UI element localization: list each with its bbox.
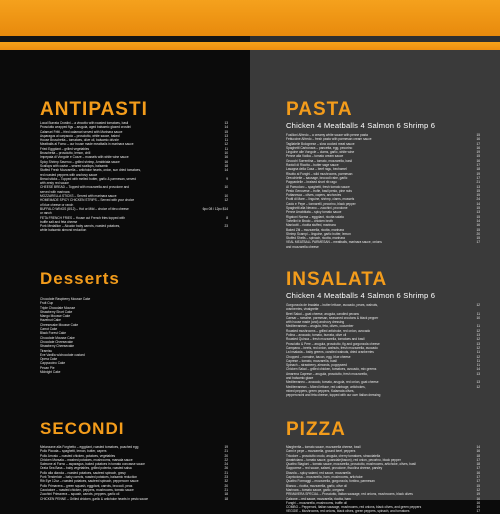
menu-item-price: 19 [476,505,480,510]
menu-item-price: 16 [476,449,480,454]
menu-item-text: Puttanesca – olives, capers, anchovies [286,193,342,198]
menu-item-price: 21 [224,470,228,475]
menu-item-text: Triple Chocolate Mousse [40,305,76,310]
menu-item-text: and balsamic glaze [286,376,314,381]
menu-item-text: Bianca – ricotta, mozzarella, garlic, olive oil [286,483,347,488]
menu-item-text: Cacciatore – roasted chicken, peppers, mushrooms, tomato sauce [40,487,134,492]
menu-item-text: Chicken Salad – grilled chicken, tomatoes, avocado, mix greens [286,367,377,372]
section-title-insalata: INSALATA [286,269,388,290]
menu-item-text: Quattro Formaggi – mozzarella, gorgonzola, fontina, parmesan [286,479,375,484]
menu-item-text: truffle salt and feta cheese [40,219,78,224]
menu-item-text: of blue cheese or ranch [40,202,74,207]
menu-item-price: 21 [476,180,480,185]
menu-item-text: CHEESE BREAD – Topped with mozzarella and provolone and [40,185,130,190]
menu-item-text: Carrot Cake [40,327,58,332]
menu-item-price: 17 [476,175,480,180]
menu-item [40,497,228,501]
menu-item-text: Scallops with caviar – seared scallops, balsamic [40,163,109,168]
top-accent-band [0,0,250,36]
menu-item-price: 10 [224,151,228,156]
menu-item-text: and mozzarella cheese [286,244,319,249]
menu-item-price: 12 [224,142,228,147]
menu-item-price: 16 [224,155,228,160]
menu-item-price: 20 [224,483,228,488]
menu-item-price: 15 [476,188,480,193]
menu-item-price: 17 [476,479,480,484]
menu-item-text: Pollo Primavera – green squash, eggplant, carrots, broccoli, peas [40,483,133,488]
menu-item-text: Pollo alla diavola – roasted potatoes, sauteed spinach, gravy [40,470,126,475]
menu-item-text: Melanzane alla Forghetto – eggplant, roasted tomatoes, poached egg [40,445,139,449]
right-column [250,0,500,514]
menu-item-text: red roasted peppers with anchovy sauce [40,172,98,177]
menu-item-price: 16 [476,223,480,228]
menu-item-text: Impepata di Vongole e Cozze – mussels with white wine sauce [40,155,129,160]
menu-item-text: or ranch [40,211,52,216]
left-column [0,0,250,500]
menu-item-price: 16 [476,137,480,142]
menu-item-text: Calzone – red sauce, mozzarella, ricotta, ham [286,496,351,501]
menu-item [286,393,480,397]
menu-item-price: 21 [224,487,228,492]
menu-item-price: 17 [476,141,480,146]
menu-item-text: Bruschetta – prosciutto, lemon, chili [40,151,91,156]
menu-item-price: 12 [476,384,480,389]
menu-item-text: Mediterranean – Mixed lettuce, red cabbage, artichokes, [286,384,366,389]
menu-item-text: white balsamic almond reduction [40,228,87,233]
menu-item-text: Margherita – tomato sauce, mozzarella cheese, basil [286,445,361,449]
menu-item-price: 19 [476,492,480,497]
top-accent-band [250,0,500,36]
menu-item-text: Rigatoni Norma – eggplant, ricotta salata [286,214,344,219]
menu-item-text: Risotto ai Funghi – wild mushrooms, parmesan [286,171,353,176]
menu-item-text: Penne alla Vodka – tomato cream sauce [286,154,344,159]
menu-item-price: 14 [476,218,480,223]
menu-item-text: Cheesecake Mousse Cake [40,322,79,327]
menu-item-text: Penne Arrabbiata – spicy tomato sauce [286,210,342,215]
menu-item-text: Rib Eye 12oz – roasted potatoes, sauteed spinach, peppercorn sauce [40,479,139,484]
menu-item [40,228,228,232]
menu-item-price: 15 [476,483,480,488]
menu-item-price: 17 [476,509,480,514]
menu-item-text: Shrimp Scampi – linguine, garlic butter, lemon [286,231,351,236]
section-title-secondi: SECONDI [40,419,125,438]
menu-item-price: 14 [224,125,228,130]
menu-item-text: Pork Tenderloin – baby carrots, roasted potatoes, balsamic reduction [40,475,138,480]
menu-item-text: Chocolate Cheesecake [40,339,73,344]
menu-item-text: Pesto Genovese – trofie, basil pesto, pine nuts [286,188,352,193]
menu-item-price: 16 [224,159,228,164]
menu-item-price: 18 [224,492,228,497]
menu-item-price: 16 [476,158,480,163]
section-antipasti [40,100,228,233]
menu-item-text: Fettuccine Alfredo – fresh pasta with parmesan cream sauce [286,137,372,142]
antipasti-items [40,121,228,233]
menu-item-text: Funghi – mozzarella, mushrooms, truffle oil [286,500,347,505]
menu-item-text: Ravioli di Ricotta – butter sage sauce [286,163,339,168]
menu-item-text: Gorgonzola de Insalata – butter lettuce, avocado, pears, walnuts, [286,303,378,307]
menu-item-text: Strawberry Cheesecake [40,344,75,349]
secondi-items [40,445,228,501]
menu-item-text: Carni e pepe – mozzarella, ground beef, peppers [286,449,356,454]
section-secondi [40,420,228,501]
menu-item-text: Capricciosa – mozzarella, ham, mushrooms, artichoke [286,475,363,480]
menu-item-text: BUFFALO WINGS (8/12) – Hot or Mild – choice of bleu cheese [40,206,129,211]
menu-item-price: 14 [224,168,228,173]
menu-item-text: COMBO – Pepperoni, Italian sausage, mushrooms, red onions, black olives, and green peppers [286,505,422,510]
menu-item-text: Sapporese – red sauce, salami, provolone, fiscolina cheese, parsley [286,466,383,471]
menu-item [286,245,480,249]
menu-item-text: Tagliatelle Bolognese – slow cooked meat sauce [286,141,355,146]
menu-item-text: Mediterraneo – avocado, tomato, arugula, red onion, goat cheese [286,380,379,385]
menu-item-text: Gnocchi Sorrentina – tomato, mozzarella, basil [286,158,353,163]
menu-item-price: 16 [476,470,480,475]
menu-item-price: 13 [476,380,480,385]
section-title-pasta: PASTA [286,99,353,120]
menu-item-text: Prosciutto wrapped figs – arugula, aged balsamic glazed crostini [40,125,131,130]
menu-item-text: Spaghetti Carbonara – pancetta, egg, pecorino [286,145,353,150]
menu-item-text: mixed peppers, green peppers, Kalamata olives, [286,388,355,393]
menu-item-price: 19 [476,171,480,176]
menu-item-price: 17 [476,457,480,462]
menu-item-text: Orata Sea Bass – baby vegetables, grilled polenta, roasted salsa [40,466,132,471]
section-desserts [40,270,228,374]
menu-item-text: Local Burrata Crostini – a vincotto with roasted tomatoes, basil [40,121,129,125]
menu-item-text: CHICKEN PENNE – Grilled chicken, garlic & artichoke hearts in pesto sauce [40,496,149,501]
menu-item-price: 13 [476,333,480,338]
menu-item-text: Fruit Cup [40,301,54,306]
menu-item-text: MOZZARELLA STICKS – Served with marinara sauce [40,194,117,199]
menu-item-text: PRIMAVERA SPECIAL – Prosciutto, Italian sausage, red onions, mushrooms, black olives [286,492,413,497]
menu-item-text: Hazelnut Cake [40,318,61,323]
menu-item-price: 11 [476,324,480,329]
menu-item-text: Black Forest Cake [40,331,67,336]
menu-item-text: with zesty red sauce [40,181,69,186]
menu-item-text: Amatriciana – tomato sauce, guanciale(bacon), red onion, pecorino, black pepper [286,457,401,462]
menu-item-text: Fried Eggplant – grilled vegetables [40,146,90,151]
menu-item-price: 12 [476,345,480,350]
menu-item-text: VEAL MEATBALL PARMESAN – meatballs, marinara sauce, onions [286,240,382,245]
menu-item-price: 16 [476,145,480,150]
section-pasta [286,100,480,249]
section-title-desserts: Desserts [40,269,120,288]
menu-item-text: Salmone al Forno – asparagus, baked potatoes in tomato concasse sauce [40,462,145,467]
thin-accent-band [0,42,250,50]
menu-item-price: 15 [476,206,480,211]
menu-item-text: Eve Vanilla w/chocolate custard [40,352,85,357]
menu-item-price: 12 [476,337,480,342]
menu-item-text: Frutti di Mare – linguine, shrimp, clams, mussels [286,197,355,202]
menu-item-text: Tiramisu [40,348,53,353]
menu-item-price: 10 [224,194,228,199]
menu-item-price: 14 [476,201,480,206]
menu-item-price: 6pc 08 / 12pc $14 [202,206,228,211]
menu-item-text: Strawberry Short Cake [40,309,73,314]
menu-item-price: 17 [476,240,480,245]
menu-item-price: 24 [224,462,228,467]
menu-item-text: Pecan Pie [40,365,55,370]
menu-item-price: 13 [476,341,480,346]
menu-item-price: 15 [224,129,228,134]
menu-item-price: 14 [476,367,480,372]
menu-item-text: Spinach – strawberry, almonds, poppyseed [286,363,347,368]
menu-item-text: Meatballs al Forno – our house made meatballs in marinara sauce [40,142,134,147]
menu-item-price: 12 [224,198,228,203]
menu-item-price: 15 [476,193,480,198]
insalata-items [286,303,480,398]
menu-item-price: 12 [476,487,480,492]
menu-item-text: with house made (and) anchovy dressing [286,320,345,325]
menu-item-text: Mediterranean – arugula, feta, olives, cucumber [286,324,354,329]
menu-item-text: Prosciutto & Pere – arugula, prosciutto, fig and gorgonzola cheese [286,341,380,346]
menu-item-text: Caesar – romaine, parmesan, seasoned croutons & black pepper [286,315,379,320]
menu-item-text: Calamari Fritti – fried calamari served with Marinara sauce [40,129,123,134]
menu-item-text: Baked Ziti – mozzarella, ricotta, marinara [286,227,344,232]
menu-item-price: 11 [224,146,228,151]
menu-item-text: Stuffed Fresh Mozzarella – artichoke hearts, onion, sun dried tomatoes, [40,168,141,173]
menu-item-text: FETA FRENCH FRIES – House cut French fries topped with [40,215,125,220]
menu-item-text: Linguine alle Vongole – clams, garlic, white wine [286,150,355,155]
menu-item-text: Asparagus al carpaccio – prosciutto, white sauce, baked [40,133,120,138]
menu-item-price: 14 [476,445,480,449]
menu-item-price: 16 [476,500,480,505]
menu-item-text: Quattro Stagioni – tomato sauce, mozzarella, prosciutto, mushrooms, artichoke, olives, basil [286,462,416,467]
menu-item-price: 18 [476,453,480,458]
menu-item-price: 8 [226,215,228,220]
menu-item-text: La Insalada – baby greens, candied walnuts, dried cranberries [286,350,374,355]
menu-item-price: 11 [476,363,480,368]
menu-item-price: 13 [476,371,480,376]
menu-item-text: Pappardelle – braised short rib ragu [286,180,337,185]
menu-item-price: 17 [476,163,480,168]
menu-item [286,509,480,513]
menu-item-text: Tortellini in Brodo – chicken broth [286,218,333,223]
menu-item-price: 19 [224,445,228,449]
menu-item-price: 32 [224,479,228,484]
desserts-items [40,297,228,374]
menu-item-price: 11 [476,358,480,363]
menu-item-text: Campana – beets, red onion, walnuts, fresh mozzarella, avocado [286,345,378,350]
menu-item-text: Chopped – romaine, bacon, egg, blue cheese [286,354,351,359]
menu-item-price: 10 [224,185,228,190]
menu-item-text: Mango Mousse Cake [40,314,71,319]
menu-item-price: 15 [476,133,480,137]
menu-item-text: Bread sticks – Topped with melted butter, garlic & parmesan, served [40,176,136,181]
menu-item-text: HOMEMADE SPICY CHICKEN STRIPS – Served with your choice [40,198,135,203]
pasta-items [286,133,480,249]
menu-item-text: Pollo Piccata – spaghetti, lemon, butter, capers [40,449,107,454]
menu-item-price: 13 [476,184,480,189]
menu-item-text: Amarena Caprese – arugula, prosciutto, fresh mozzarella, [286,371,368,376]
menu-item-text: pepperoncini and feta cheese, topped with our own Italian dressing [286,393,381,398]
menu-item-price: 18 [476,462,480,467]
menu-item-price: 22 [224,457,228,462]
menu-item-price: 23 [224,224,228,229]
menu-item-price: 9 [226,176,228,181]
menu-item-price: 15 [476,214,480,219]
menu-item-text: Polina – avocado, tomato, burrata, olive oil [286,333,347,338]
thin-accent-band [250,42,500,50]
menu-item-price: 17 [476,475,480,480]
menu-item-price: 23 [224,475,228,480]
menu-item-text: Pollo Arrosto – roasted chicken, potatoes, vegetables [40,453,116,458]
menu-item-text: Al Pomodoro – spaghetti, fresh tomato sauce [286,184,350,189]
menu-item-text: Marinara – tomato sauce, garlic, oregano [286,487,345,492]
menu-item-price: 18 [224,496,228,501]
menu-item-text: House Bruschetta – tomatoes, olive oil, balsamic drizzle [40,138,119,143]
menu-item-price: 26 [224,466,228,471]
menu-item-price: 18 [476,167,480,172]
menu-item-price: 10 [476,315,480,320]
pizza-items [286,445,480,514]
menu-item-price: 11 [476,311,480,316]
menu-item-text: Tricolore – prosciutto crudo, arugula, cherry tomatoes, stracciatella [286,453,381,458]
menu-item-text: Roasted mushrooms – grilled artichoke, red onion, avocado [286,328,371,333]
menu-item-price: 12 [476,328,480,333]
menu-item-price: 13 [224,121,228,125]
insalata-addons: Chicken 4 Meatballs 4 Salmon 6 Shrimp 6 [286,291,436,300]
menu-item-price: 19 [476,150,480,155]
menu-item-price: 12 [476,354,480,359]
menu-item-text: Beet Salad – goat cheese, arugula, candied pecans [286,311,360,316]
section-title-antipasti: ANTIPASTI [40,99,148,120]
menu-item-text: Spaghetti alla Nerano – zucchini, provolone [286,206,348,211]
menu-item-text: Roasted Quinoa – fresh mozzarella, tomatoes and basil [286,337,365,342]
menu-item-price: 12 [476,303,480,307]
menu-item-price: 17 [476,466,480,471]
menu-item-text: Orecchiette – sausage, broccoli rabe, garlic [286,175,348,180]
menu-item-text: Chocolate Mousse Cake [40,335,75,340]
menu-item-text: Manicotti – ricotta stuffed, marinara [286,223,336,228]
menu-item-text: Diavola – spicy salami, red sauce, mozzarella [286,470,351,475]
menu-item-text: Fusilloni Alfredo – a creamy white sauce with penne pasta [286,133,368,137]
menu-item-text: Pork Medallion – Alcudor baby carrots, roasted potatoes, [40,224,121,229]
menu-item-text: Stuffed Shells – spinach, ricotta, marinara [286,236,345,241]
menu-item-text: Zucchini Primavera – squash, carrots, peppers, garlic oil [40,492,120,497]
pasta-addons: Chicken 4 Meatballs 4 Salmon 6 Shrimp 6 [286,121,436,130]
menu-item-text: Chicken Marsala – mashed potatoes, mushrooms, marsala sauce [40,457,133,462]
menu-item-price: 13 [224,133,228,138]
menu-item-text: Caprese – tomato, mozzarella, basil [286,358,337,363]
menu-item-price: 24 [476,197,480,202]
menu-item-price: 15 [476,227,480,232]
section-insalata [286,270,480,398]
menu-item-text: Cacio e Pepe – tonnarelli, pecorino, black pepper [286,201,356,206]
menu-item-text: Cappuccino Cake [40,361,66,366]
menu-item-price: 20 [476,231,480,236]
menu-item-price: 15 [476,236,480,241]
menu-item [40,370,228,374]
section-title-pizza: PIZZA [286,419,346,440]
section-pizza [286,420,480,514]
menu-item-price: 15 [476,154,480,159]
menu-item-price: 11 [224,138,228,143]
menu-item-text: VEGGIE – Mushrooms, red onions, black olives, green peppers, spinach, and tomatoes [286,509,410,514]
menu-item-text: Lasagna della Casa – beef ragu, bechamel [286,167,347,172]
menu-item-price: 21 [224,449,228,454]
menu-item-price: 16 [476,496,480,501]
menu-item-price: 13 [476,210,480,215]
menu-item-text: Chocolate Raspberry Mousse Cake [40,297,91,301]
menu-item-price: 18 [224,163,228,168]
menu-item-text: Opera Cake [40,357,58,362]
menu-item-text: Midnight Cake [40,370,61,375]
menu-item-text: Spicy Shrimp Saveroo – grilled shrimp, Arrabbiata sauce [40,159,120,164]
menu-item-text: cranberries, vinaigrette [286,307,319,312]
menu-item-price: 11 [476,350,480,355]
menu-item-price: 20 [224,453,228,458]
menu-item-text: served with marinara [40,189,70,194]
